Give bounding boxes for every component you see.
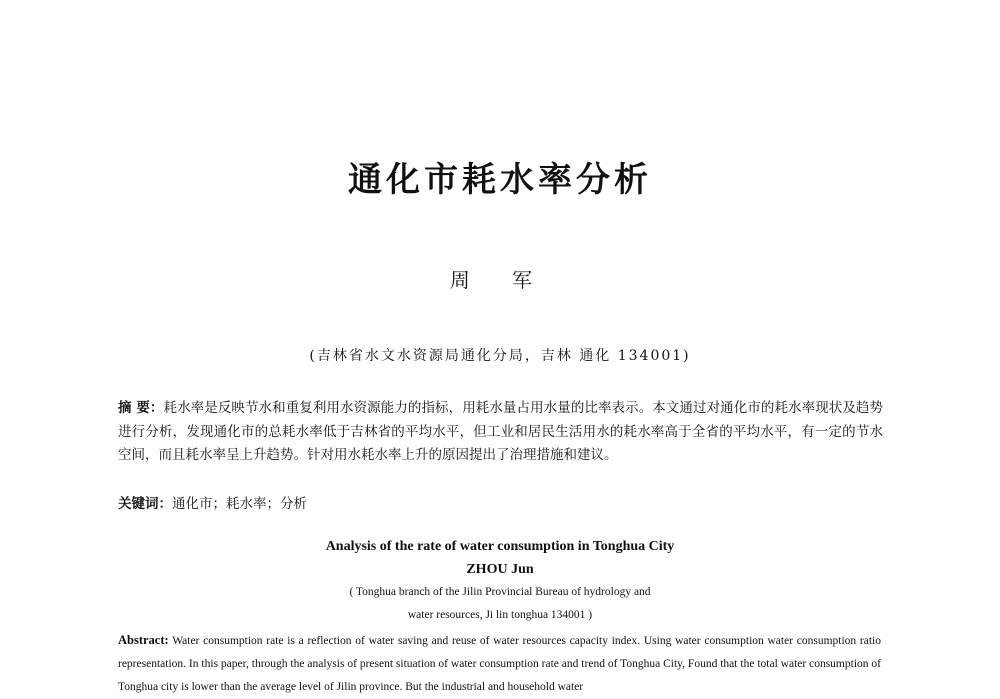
author-name: 周 军 — [449, 268, 551, 292]
abstract-label: 摘 要： — [118, 400, 164, 416]
paper-title: 通化市耗水率分析 — [348, 160, 652, 200]
english-author: ZHOU Jun — [466, 562, 534, 577]
abstract-text: 耗水率是反映节水和重复利用水资源能力的指标，用耗水量占用水量的比率表示。本文通过对通化市的耗水率现状及趋势进行分析，发现通化市的总耗水率低于吉林省的平均水平，但工业和居民生活用水的耗水率高于全省的平均水平，有一定的节水空间，而且耗水率呈上升趋势。针对用水耗水率上升的原因提出了治理措施和建议。 — [118, 400, 884, 463]
keywords-label: 关键词： — [118, 496, 172, 512]
keywords-text: 通化市；耗水率；分析 — [172, 496, 307, 512]
author-affiliation: (吉林省水文水资源局通化分局，吉林 通化 134001) — [309, 348, 691, 364]
chinese-abstract — [118, 397, 883, 468]
english-abstract-label: Abstract: — [118, 633, 169, 647]
english-abstract-text: Water consumption rate is a reflection of water saving and reuse of water resources capacity index. Using water consumption water consumption ratio representation. In this paper, through the analysis of present situation of water consumption rate and trend of Tonghua City, Found that the total water consumption of Tonghua city is lower than the average level of Jilin province. But the industrial and household water — [118, 635, 881, 693]
keywords — [118, 492, 307, 512]
english-affiliation-line-1: ( Tonghua branch of the Jilin Provincial Bureau of hydrology and — [349, 586, 651, 598]
english-abstract — [118, 629, 881, 699]
english-title: Analysis of the rate of water consumption in Tonghua City — [325, 539, 675, 554]
english-affiliation-line-2: water resources, Ji lin tonghua 134001 ) — [407, 609, 593, 621]
